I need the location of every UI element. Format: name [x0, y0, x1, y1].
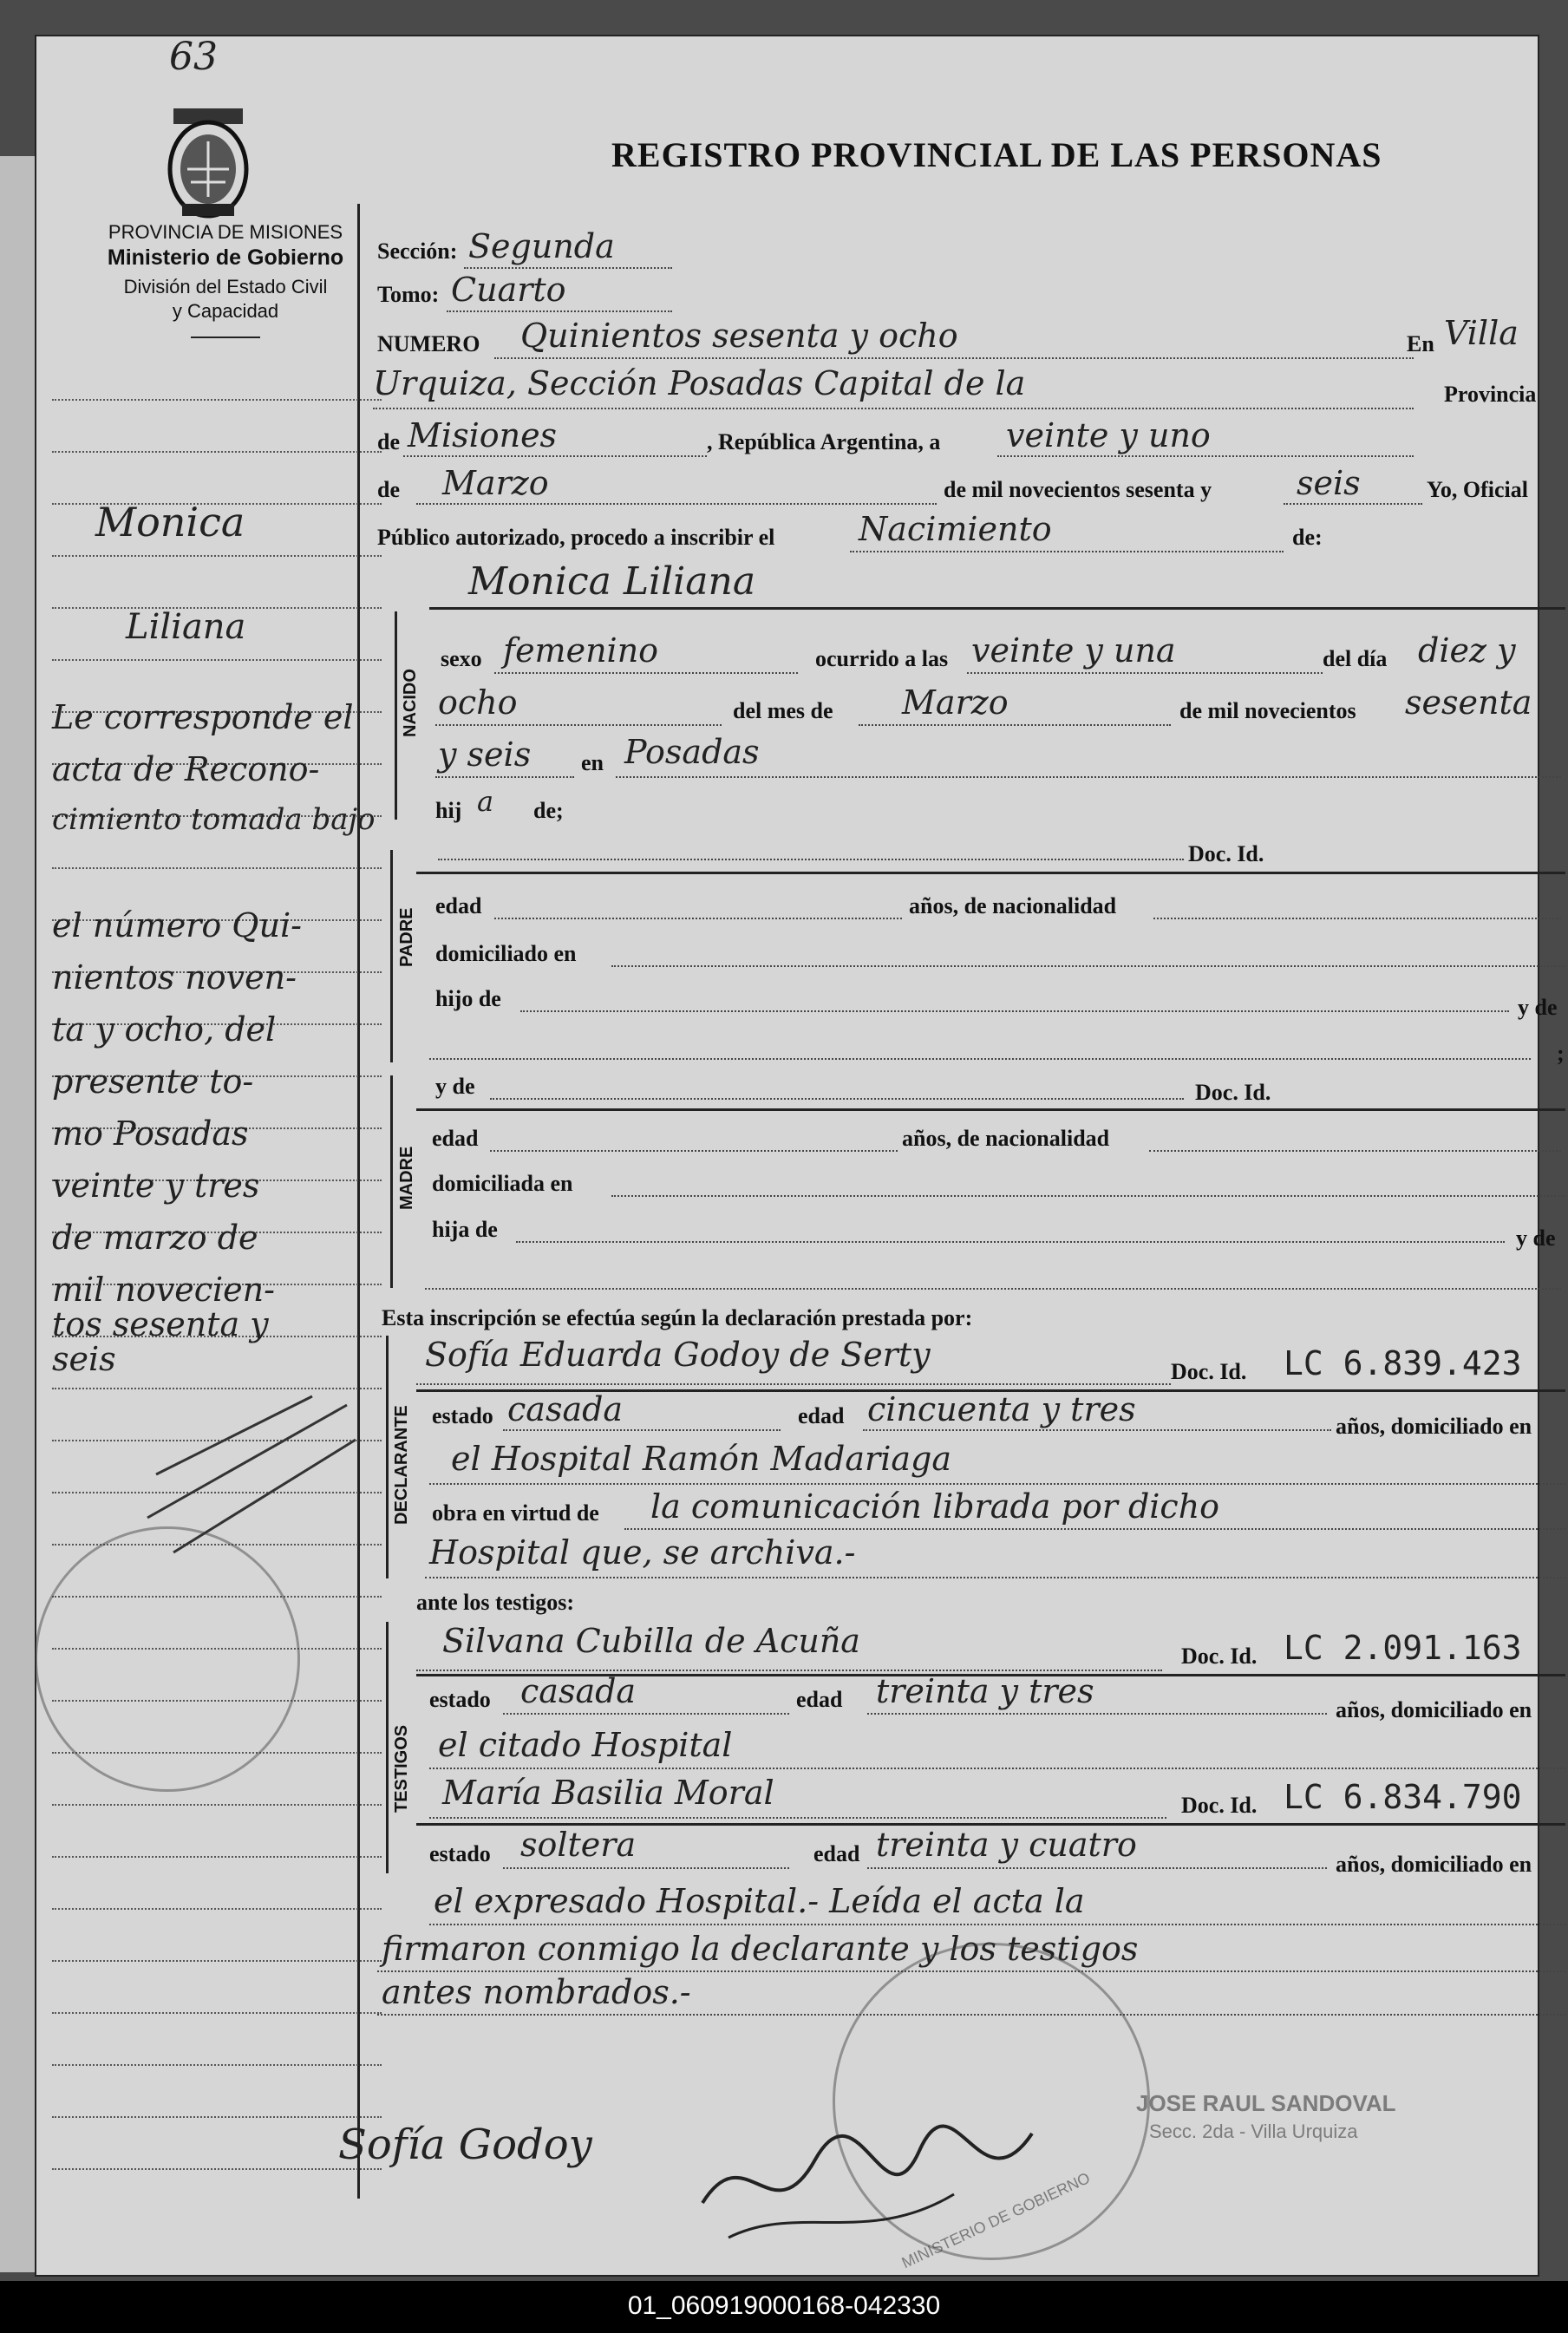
seccion-label: Sección: — [377, 239, 458, 264]
witness-signature-scribble — [694, 2099, 1041, 2255]
tomo-value: Cuarto — [451, 271, 566, 309]
de3-label: de: — [1292, 525, 1323, 550]
margin-line-3: cimiento tomada bajo — [52, 802, 376, 837]
declarante-anios-label: años, domiciliado en — [1336, 1414, 1532, 1439]
declarante-signature: Sofía Godoy — [338, 2121, 592, 2169]
mil-label: de mil novecientos sesenta y — [944, 477, 1212, 502]
nac-mil-label: de mil novecientos — [1179, 698, 1356, 723]
madre-name-line — [490, 1098, 1184, 1100]
t1-edad-value: treinta y tres — [876, 1672, 1094, 1710]
nac-anio-value: sesenta — [1405, 683, 1532, 722]
nac-mes-value: Marzo — [902, 683, 1009, 722]
sexo-value: femenino — [503, 631, 659, 670]
de-label: de — [377, 429, 400, 454]
nacido-section-label: NACIDO — [401, 669, 420, 737]
t2-estado-value: soltera — [520, 1826, 637, 1864]
declarante-estado-value: casada — [507, 1390, 624, 1428]
t1-anios-label: años, domiciliado en — [1336, 1697, 1532, 1722]
madre-nac-label: años, de nacionalidad — [902, 1126, 1110, 1151]
padre-top-rule — [416, 872, 1565, 874]
t1-estado-line — [503, 1713, 789, 1715]
obra-value: la comunicación librada por dicho — [650, 1487, 1220, 1526]
hora-line — [967, 672, 1323, 674]
mes-value: Marzo — [442, 464, 549, 502]
nac-mes-label: del mes de — [733, 698, 833, 723]
fecha-line — [997, 455, 1414, 457]
padre-hijo-line — [520, 1010, 1509, 1012]
numero-label: NUMERO — [377, 331, 480, 356]
t2-nombre: María Basilia Moral — [442, 1774, 774, 1812]
hij-value: a — [477, 785, 494, 818]
anio-line — [1284, 503, 1422, 505]
ministry-label: Ministerio de Gobierno — [107, 245, 344, 270]
madre-nac-line — [1149, 1150, 1561, 1152]
publico-label: Público autorizado, procedo a inscribir el — [377, 525, 775, 550]
t2-doc-value: LC 6.834.790 — [1284, 1778, 1522, 1816]
nac-en-label: en — [581, 750, 604, 775]
declarante-bracket — [386, 1336, 389, 1578]
de2-label: de — [377, 477, 400, 502]
t2-dom-value: el expresado Hospital.- Leída el acta la — [434, 1882, 1085, 1920]
t2-edad-line — [867, 1867, 1327, 1869]
t1-doc-value: LC 2.091.163 — [1284, 1629, 1522, 1667]
division-label: División del Estado Civil — [123, 276, 328, 297]
cierre-2: antes nombrados.- — [382, 1973, 691, 2011]
padre-edad-label: edad — [435, 893, 482, 918]
numero-value: Quinientos sesenta y ocho — [520, 317, 958, 355]
acto-line — [850, 551, 1284, 552]
margin-line-10: de marzo de — [52, 1219, 258, 1257]
testigos-bracket — [386, 1622, 389, 1873]
declarante-section-label: DECLARANTE — [392, 1405, 411, 1525]
madre-edad-label: edad — [432, 1126, 479, 1151]
margin-line-6: ta y ocho, del — [52, 1010, 277, 1049]
declarante-estado-label: estado — [432, 1403, 493, 1428]
hij-label: hij — [435, 798, 462, 823]
obra-line — [624, 1528, 1565, 1530]
tomo-label: Tomo: — [377, 282, 440, 307]
madre-hija-line — [516, 1241, 1505, 1243]
en-value: Villa — [1444, 314, 1519, 352]
t2-doc-label: Doc. Id. — [1181, 1793, 1258, 1818]
t2-edad-value: treinta y cuatro — [876, 1826, 1137, 1864]
province-seal-icon — [156, 100, 260, 221]
lugar-line — [616, 776, 1561, 778]
margin-line-9: veinte y tres — [52, 1166, 260, 1205]
t1-doc-label: Doc. Id. — [1181, 1644, 1258, 1669]
mes-line — [416, 503, 937, 505]
nacido-bracket — [395, 611, 397, 820]
padre-doc-label: Doc. Id. — [1188, 841, 1264, 866]
declarante-estado-line — [503, 1429, 781, 1431]
madre-bracket — [390, 1075, 393, 1288]
sexo-line — [494, 672, 798, 674]
madre-top-rule — [416, 1108, 1565, 1111]
padre-dom-label: domiciliado en — [435, 941, 577, 966]
republica-label: , República Argentina, a — [707, 429, 941, 454]
madre-yde-label: y de — [435, 1074, 475, 1099]
seccion-line — [464, 267, 672, 269]
official-stamp-name: JOSE RAUL SANDOVAL — [1136, 2090, 1396, 2116]
hij-de-label: de; — [533, 798, 564, 823]
nombre-line — [429, 607, 1565, 610]
page-number: 63 — [169, 35, 218, 79]
dia-value-2: ocho — [438, 683, 518, 722]
margin-line-5: nientos noven- — [52, 958, 297, 997]
t1-nombre: Silvana Cubilla de Acuña — [442, 1622, 860, 1660]
declarante-nombre: Sofía Eduarda Godoy de Serty — [425, 1336, 931, 1374]
testigos-section-label: TESTIGOS — [392, 1724, 411, 1813]
padre-nac-label: años, de nacionalidad — [909, 893, 1117, 918]
seccion-value: Segunda — [468, 227, 615, 265]
document-title: REGISTRO PROVINCIAL DE LAS PERSONAS — [611, 135, 1382, 174]
t2-edad-label: edad — [813, 1841, 860, 1866]
nac-anio-value-2: y seis — [438, 735, 532, 774]
declarante-dom-line — [429, 1483, 1565, 1485]
cierre-1: firmaron conmigo la declarante y los testigos — [382, 1930, 1139, 1968]
padre-edad-line — [494, 918, 902, 919]
padre-dom-line — [611, 965, 1565, 967]
nombre-value: Monica Liliana — [468, 559, 756, 604]
margin-name-1: Monica — [95, 499, 245, 546]
padre-yde-label: y de — [1518, 995, 1558, 1020]
declarante-edad-label: edad — [798, 1403, 845, 1428]
declarante-doc-label: Doc. Id. — [1171, 1359, 1247, 1384]
margin-line-12: tos sesenta y — [52, 1305, 269, 1343]
t1-edad-line — [867, 1713, 1327, 1715]
footer-bar — [0, 2281, 1568, 2333]
declarante-nombre-line — [416, 1383, 1171, 1385]
birth-certificate-page — [35, 35, 1565, 2277]
division-label-2: y Capacidad — [172, 300, 279, 322]
t1-dom-line — [429, 1768, 1565, 1769]
testigos-intro: ante los testigos: — [416, 1590, 574, 1615]
ministry-ring-text: MINISTERIO DE GOBIERNO — [898, 2168, 1093, 2272]
padre-bracket — [390, 850, 393, 1062]
dia-label: del día — [1323, 646, 1388, 671]
sexo-label: sexo — [441, 646, 482, 671]
t2-dom-line — [429, 1924, 1565, 1925]
de-line — [403, 455, 707, 457]
anio-value: seis — [1297, 464, 1361, 502]
margin-signature-scribble — [139, 1388, 364, 1561]
declarante-edad-value: cincuenta y tres — [867, 1390, 1136, 1428]
numero-line — [494, 357, 1414, 359]
obra-value-2: Hospital que, se archiva.- — [429, 1533, 856, 1572]
dia-line-2 — [435, 724, 722, 726]
footer-id: 01_060919000168-042330 — [627, 2291, 941, 2320]
t2-nombre-line — [429, 1817, 1166, 1819]
madre-edad-line — [490, 1150, 898, 1152]
padre-nac-line — [1153, 918, 1561, 919]
provincia-label: Provincia — [1444, 382, 1537, 407]
t1-estado-label: estado — [429, 1687, 491, 1712]
t1-estado-value: casada — [520, 1672, 637, 1710]
tomo-line — [447, 310, 672, 312]
ocurrido-label: ocurrido a las — [815, 646, 949, 671]
margin-line-4: el número Qui- — [52, 906, 302, 944]
obra-line-2 — [425, 1577, 1565, 1578]
fecha-value: veinte y uno — [1006, 416, 1211, 454]
t2-anios-label: años, domiciliado en — [1336, 1852, 1532, 1877]
madre-hija-label: hija de — [432, 1217, 498, 1242]
margin-line-1: Le corresponde el — [52, 698, 354, 736]
margin-line-13: seis — [52, 1340, 116, 1378]
oficial-label: Yo, Oficial — [1427, 477, 1528, 502]
line2-value: Urquiza, Sección Posadas Capital de la — [373, 364, 1026, 402]
madre-dom-line — [611, 1195, 1565, 1197]
nac-anio-line-2 — [435, 776, 574, 778]
declarante-doc-value: LC 6.839.423 — [1284, 1344, 1522, 1382]
t1-edad-label: edad — [796, 1687, 843, 1712]
madre-dom-label: domiciliada en — [432, 1171, 573, 1196]
padre-semicolon: ; — [1557, 1041, 1565, 1066]
padre-hijo-label: hijo de — [435, 986, 501, 1011]
padre-extra-line — [429, 1058, 1531, 1060]
obra-label: obra en virtud de — [432, 1500, 599, 1526]
margin-name-2: Liliana — [126, 607, 246, 647]
province-label: PROVINCIA DE MISIONES — [108, 221, 343, 243]
de-value: Misiones — [408, 416, 558, 454]
line2-line — [373, 408, 1414, 409]
declarante-intro: Esta inscripción se efectúa según la declaración prestada por: — [382, 1305, 973, 1330]
t1-nombre-line — [416, 1670, 1162, 1671]
declarante-edad-line — [863, 1429, 1331, 1431]
padre-section-label: PADRE — [397, 907, 416, 967]
ministry-seal-stamp-left — [35, 1526, 300, 1792]
acto-value: Nacimiento — [859, 510, 1052, 548]
madre-extra-line — [425, 1288, 1561, 1290]
t1-dom-value: el citado Hospital — [438, 1726, 733, 1764]
padre-name-line — [438, 859, 1184, 860]
nac-mes-line — [859, 724, 1171, 726]
lugar-value: Posadas — [624, 733, 760, 771]
declarante-dom-value: el Hospital Ramón Madariaga — [451, 1440, 951, 1478]
margin-line-2: acta de Recono- — [52, 750, 320, 788]
en-label: En — [1407, 331, 1434, 356]
madre-doc-label: Doc. Id. — [1195, 1080, 1271, 1105]
official-stamp-office: Secc. 2da - Villa Urquiza — [1149, 2121, 1358, 2142]
madre-section-label: MADRE — [397, 1146, 416, 1210]
margin-line-8: mo Posadas — [52, 1114, 249, 1153]
margin-line-11: mil novecien- — [52, 1271, 275, 1309]
dia-value: diez y — [1418, 631, 1516, 670]
margin-line-7: presente to- — [52, 1062, 254, 1101]
hora-value: veinte y una — [971, 631, 1176, 670]
madre-yde2-label: y de — [1516, 1225, 1556, 1251]
t2-estado-line — [503, 1867, 789, 1869]
header-underline — [191, 337, 260, 338]
t2-estado-label: estado — [429, 1841, 491, 1866]
